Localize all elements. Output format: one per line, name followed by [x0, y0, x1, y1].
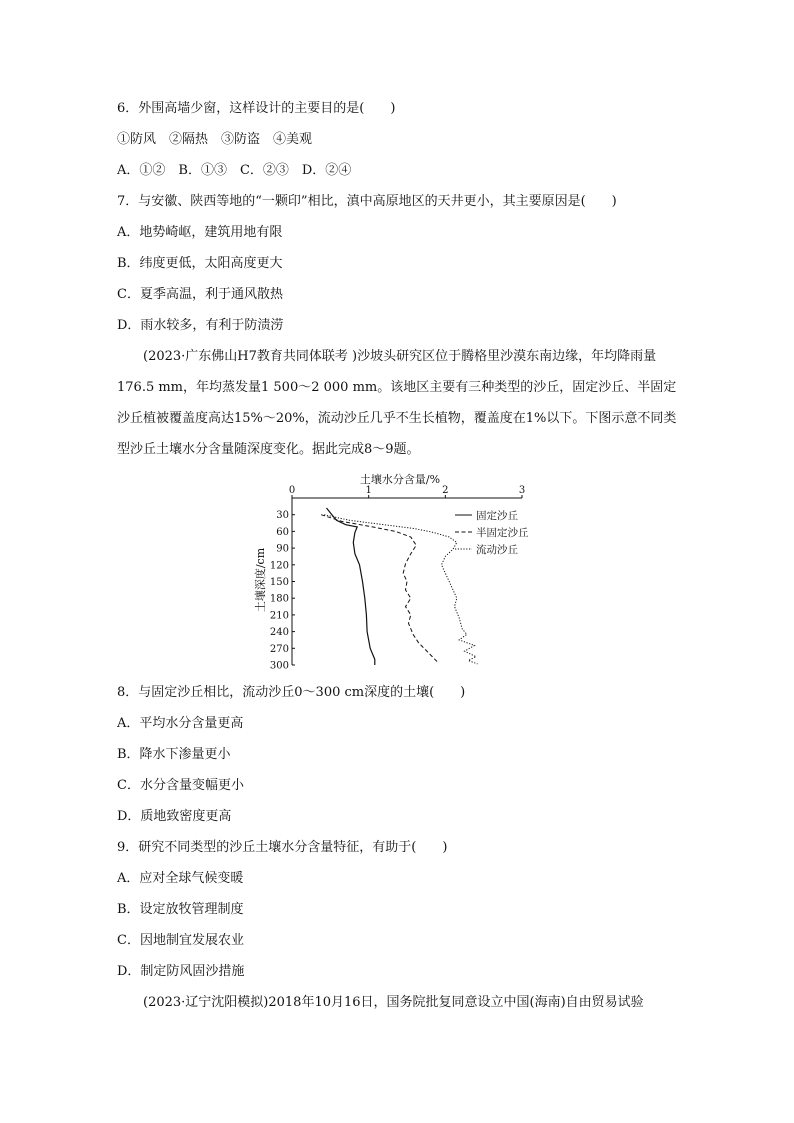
y-tick-label: 30 [276, 510, 289, 522]
chart-ylabel: 土壤深度/cm [254, 547, 267, 613]
q8-stem: 8．与固定沙丘相比，流动沙丘0～300 cm深度的土壤( ) [117, 685, 466, 700]
y-tick-label: 60 [276, 526, 289, 538]
legend-label-2: 半固定沙丘 [476, 527, 529, 539]
q8-option-a: A．平均水分含量更高 [117, 716, 244, 731]
q6-options: A．①② B．①③ C．②③ D．②④ [117, 163, 352, 178]
plot-area [270, 485, 529, 670]
material-paragraph-2 [117, 987, 682, 1018]
q9-option-c: C．因地制宜发展农业 [117, 933, 244, 948]
y-tick-label: 120 [269, 560, 289, 572]
q7-stem: 7．与安徽、陕西等地的“一颗印”相比，滇中高原地区的天井更小，其主要原因是( ) [117, 194, 617, 209]
x-tick-label: 1 [365, 485, 372, 496]
y-tick-label: 150 [269, 577, 289, 588]
series-line-2 [321, 515, 438, 663]
x-tick-label: 2 [442, 485, 449, 496]
q9-option-d: D．制定防风固沙措施 [117, 964, 245, 979]
q7-option-d: D．雨水较多，有利于防渍涝 [117, 318, 284, 333]
series-line-3 [324, 515, 477, 664]
x-tick-label: 3 [518, 485, 526, 496]
q8-option-c: C．水分含量变幅更小 [117, 778, 244, 793]
chart-xlabel: 土壤水分含量/% [359, 473, 441, 486]
y-tick-label: 90 [276, 543, 289, 555]
soil-moisture-chart [250, 470, 550, 670]
q9-option-a: A．应对全球气候变暖 [117, 871, 244, 886]
series-line-1 [327, 508, 375, 665]
legend-label-3: 流动沙丘 [476, 544, 518, 556]
q7-option-a: A．地势崎岖，建筑用地有限 [117, 225, 283, 240]
q8-option-d: D．质地致密度更高 [117, 809, 232, 824]
x-tick-label: 0 [288, 485, 296, 496]
legend-label-1: 固定沙丘 [476, 510, 518, 522]
q6-items: ①防风 ②隔热 ③防盗 ④美观 [117, 132, 313, 147]
q7-option-b: B．纬度更低，太阳高度更大 [117, 256, 283, 271]
q9-stem: 9．研究不同类型的沙丘土壤水分含量特征，有助于( ) [117, 840, 448, 855]
y-tick-label: 240 [269, 627, 289, 639]
y-tick-label: 210 [269, 610, 289, 622]
material-text-2: (2023·辽宁沈阳模拟)2018年10月16日，国务院批复同意设立中国(海南)自由贸易试验 [143, 995, 644, 1010]
q7-option-c: C．夏季高温，利于通风散热 [117, 287, 283, 302]
material-paragraph-1 [117, 341, 682, 465]
q6-stem: 6．外围高墙少窗，这样设计的主要目的是( ) [117, 101, 396, 116]
y-tick-label: 180 [269, 593, 289, 605]
material-text-1: (2023·广东佛山H7教育共同体联考 )沙坡头研究区位于腾格里沙漠东南边缘，年均降雨量176.5 mm，年均蒸发量1 500～2 000 mm。该地区主要有三种类型的沙丘，固定沙丘、半固定沙丘植被覆盖度高达15%～20%，流动沙丘几乎不生长植物，覆盖度在1%以下。下图示意不同类型沙丘土壤水分含量随深度变化。据此完成8～9题。 [117, 349, 677, 457]
y-tick-label: 270 [269, 643, 289, 655]
q8-option-b: B．降水下渗量更小 [117, 747, 231, 762]
q9-option-b: B．设定放牧管理制度 [117, 902, 244, 917]
y-tick-label: 300 [269, 660, 289, 670]
